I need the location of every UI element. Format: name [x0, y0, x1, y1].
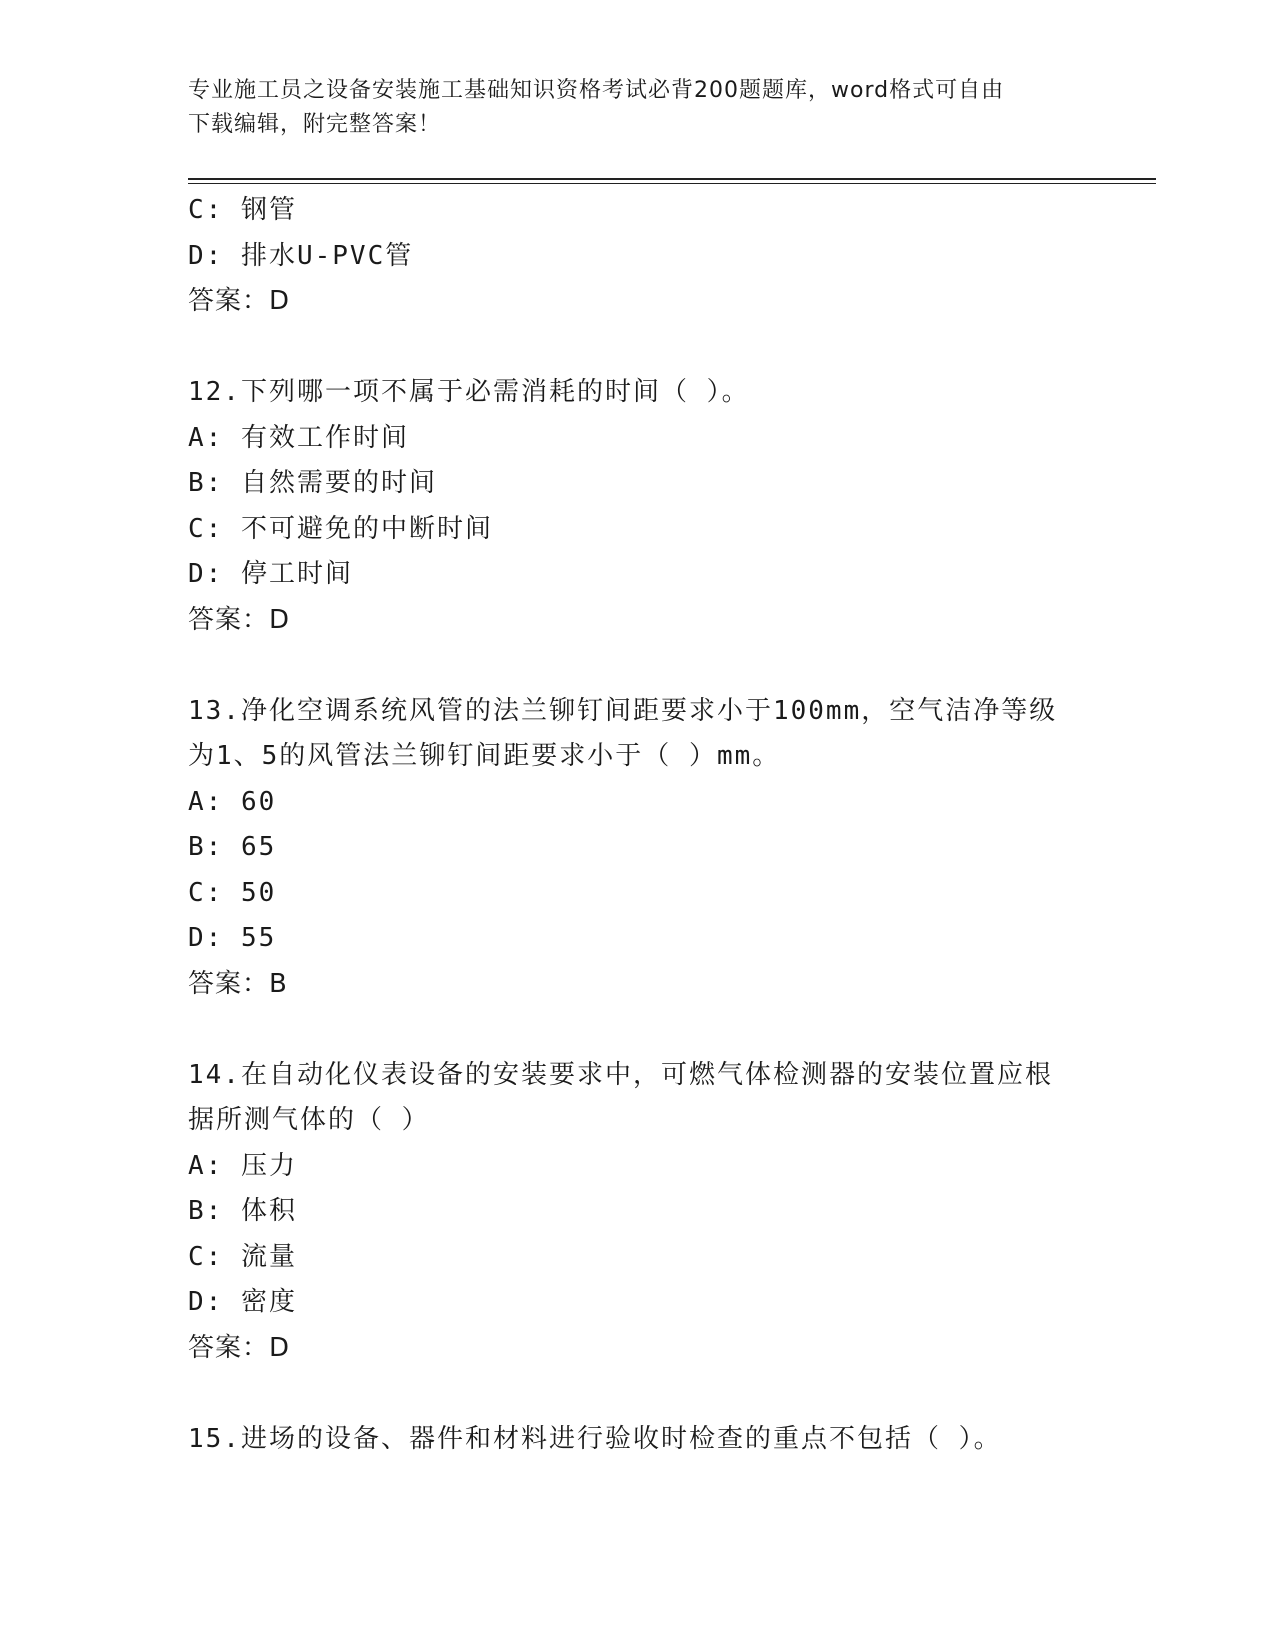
spacer [188, 325, 1088, 371]
q13-option-d: D: 55 [188, 923, 277, 953]
q11-option-d: D: 排水U-PVC管 [188, 240, 414, 271]
q12-option-d: D: 停工时间 [188, 559, 353, 589]
q14-stem-line-1: 14.在自动化仪表设备的安装要求中，可燃气体检测器的安装位置应根 [188, 1059, 1053, 1090]
question-12 [188, 370, 1088, 643]
q14-option-a: A: 压力 [188, 1150, 297, 1181]
q13-option-a: A: 60 [188, 786, 277, 817]
q14-answer: 答案：D [188, 1332, 291, 1363]
document-header [188, 74, 1088, 142]
spacer [188, 1371, 1088, 1417]
question-11-tail [188, 188, 1088, 325]
q13-stem-line-1: 13.净化空调系统风管的法兰铆钉间距要求小于100mm，空气洁净等级 [188, 695, 1058, 726]
q14-option-d: D: 密度 [188, 1287, 297, 1317]
question-15 [188, 1417, 1088, 1463]
q13-stem-line-2: 为1、5的风管法兰铆钉间距要求小于（ ）mm。 [188, 741, 781, 771]
q13-option-c: C: 50 [188, 877, 277, 908]
q15-stem: 15.进场的设备、器件和材料进行验收时检查的重点不包括（ ）。 [188, 1423, 1002, 1454]
q14-stem-line-2: 据所测气体的（ ） [188, 1105, 430, 1135]
question-list [188, 188, 1088, 1462]
spacer [188, 643, 1088, 689]
q12-option-a: A: 有效工作时间 [188, 422, 409, 453]
q12-option-b: B: 自然需要的时间 [188, 468, 437, 498]
q12-answer: 答案：D [188, 604, 291, 635]
question-14 [188, 1053, 1088, 1372]
header-divider-thin [188, 183, 1156, 184]
q14-option-c: C: 流量 [188, 1241, 297, 1272]
q12-option-c: C: 不可避免的中断时间 [188, 513, 493, 544]
q11-option-c: C: 钢管 [188, 195, 297, 225]
header-line-2: 下载编辑，附完整答案！ [188, 112, 442, 137]
header-divider-thick [188, 178, 1156, 180]
spacer [188, 1007, 1088, 1053]
q13-answer: 答案：B [188, 968, 288, 999]
q14-option-b: B: 体积 [188, 1196, 297, 1226]
question-13 [188, 689, 1088, 1008]
q11-answer: 答案：D [188, 286, 291, 316]
q12-stem: 12.下列哪一项不属于必需消耗的时间（ ）。 [188, 377, 750, 407]
q13-option-b: B: 65 [188, 832, 277, 862]
header-line-1: 专业施工员之设备安装施工基础知识资格考试必背200题题库，word格式可自由 [188, 78, 1005, 103]
